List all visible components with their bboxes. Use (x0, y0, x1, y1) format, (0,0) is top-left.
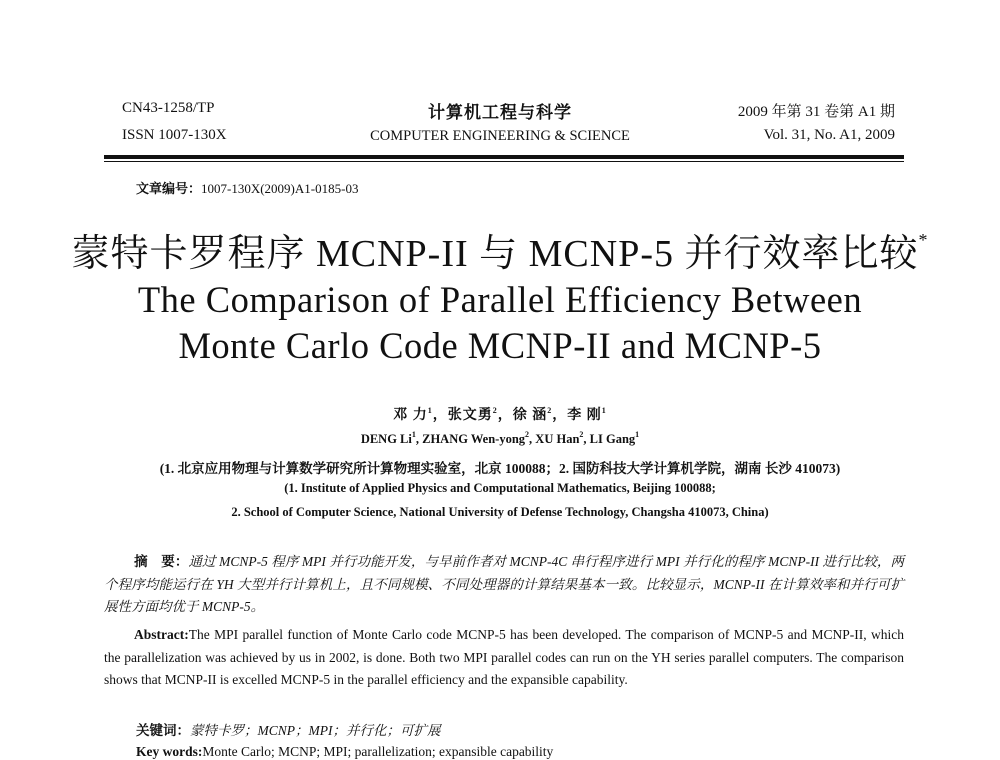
keywords-en-text: Monte Carlo; MCNP; MPI; parallelization; expansible capability (202, 744, 554, 759)
abstract-en-text: The MPI parallel function of Monte Carlo code MCNP-5 has been developed. The comparison of MCNP-5 and MCNP-II, which the parallelization was achieved by us in 2002, is done. Both two MPI parallel codes can run on the YH series parallel computers. The comparison shows that MCNP-II is excelled MCNP-5 in the parallel efficiency and the expansible capability. (104, 627, 904, 687)
journal-issue-cn: 2009 年第 31 卷第 A1 期 (737, 104, 895, 120)
author-sup: 2 (547, 406, 553, 415)
journal-name-cn: 计算机工程与科学 (428, 103, 572, 122)
author-cn: 李 刚 (567, 408, 602, 423)
header-rule-thick (104, 155, 904, 159)
header-rule-thin (104, 161, 904, 162)
journal-code: CN43-1258/TP (122, 100, 215, 116)
keywords-cn-text: 蒙特卡罗；MCNP；MPI；并行化；可扩展 (190, 723, 441, 738)
author-en: LI Gang (589, 432, 636, 446)
abstract-en-label: Abstract: (134, 627, 189, 642)
author-sep: ， (432, 408, 448, 423)
author-sep: ， (497, 408, 513, 423)
keywords-cn-label: 关键词： (136, 723, 190, 738)
journal-issue-en: Vol. 31, No. A1, 2009 (763, 127, 895, 143)
title-footnote-mark: * (918, 230, 929, 250)
author-sep: ， (552, 408, 568, 423)
abstract-cn-label: 摘 要： (134, 554, 189, 569)
author-en: XU Han (535, 432, 580, 446)
article-number-label: 文章编号： (136, 181, 202, 196)
keywords-cn (136, 719, 441, 739)
journal-name-en: COMPUTER ENGINEERING & SCIENCE (370, 128, 630, 144)
affiliation-en-line2: 2. School of Computer Science, National University of Defense Technology, Changsha 410073, China) (231, 505, 769, 519)
abstract-cn (104, 551, 904, 619)
keywords-en-label: Key words: (136, 744, 203, 759)
author-sep: , (415, 432, 423, 446)
title-cn (0, 222, 1000, 277)
author-sep: , (583, 432, 590, 446)
author-en: DENG Li (360, 432, 412, 446)
author-cn: 徐 涵 (512, 408, 548, 423)
author-sup: 1 (411, 430, 416, 439)
authors-en (0, 430, 1000, 447)
article-number-value: 1007-130X(2009)A1-0185-03 (201, 181, 359, 196)
title-en-line2: Monte Carlo Code MCNP-II and MCNP-5 (178, 325, 822, 366)
author-cn: 邓 力 (393, 408, 428, 423)
abstract-en (104, 624, 904, 692)
journal-issn: ISSN 1007-130X (122, 127, 227, 143)
author-sup: 1 (601, 406, 607, 415)
author-sup: 1 (427, 406, 433, 415)
authors-cn (0, 404, 1000, 424)
author-sup: 2 (525, 430, 530, 439)
keywords-en (136, 744, 553, 760)
affiliation-cn: (1. 北京应用物理与计算数学研究所计算物理实验室，北京 100088；2. 国防科技大学计算机学院，湖南 长沙 410073) (159, 461, 841, 476)
author-sup: 2 (492, 406, 498, 415)
author-sep: , (529, 432, 536, 446)
author-sup: 1 (635, 430, 640, 439)
author-cn: 张文勇 (447, 408, 493, 423)
article-number (136, 178, 358, 197)
affiliation-en-line1: (1. Institute of Applied Physics and Computational Mathematics, Beijing 100088; (284, 481, 716, 495)
title-cn-text: 蒙特卡罗程序 MCNP-II 与 MCNP-5 并行效率比较 (71, 233, 919, 275)
abstract-cn-text: 通过 MCNP-5 程序 MPI 并行功能开发，与早前作者对 MCNP-4C 串行程序进行 MPI 并行化的程序 MCNP-II 进行比较，两个程序均能运行在 YH 大型并行计算机上，且不同规模、不同处理器的计算结果基本一致。比较显示，MCNP-II 在计算效率和并行可扩展性方面均优于 MCNP-5。 (104, 554, 904, 614)
author-sup: 2 (579, 430, 584, 439)
author-en: ZHANG Wen-yong (422, 432, 526, 446)
title-en-line1: The Comparison of Parallel Efficiency Between (137, 279, 863, 320)
